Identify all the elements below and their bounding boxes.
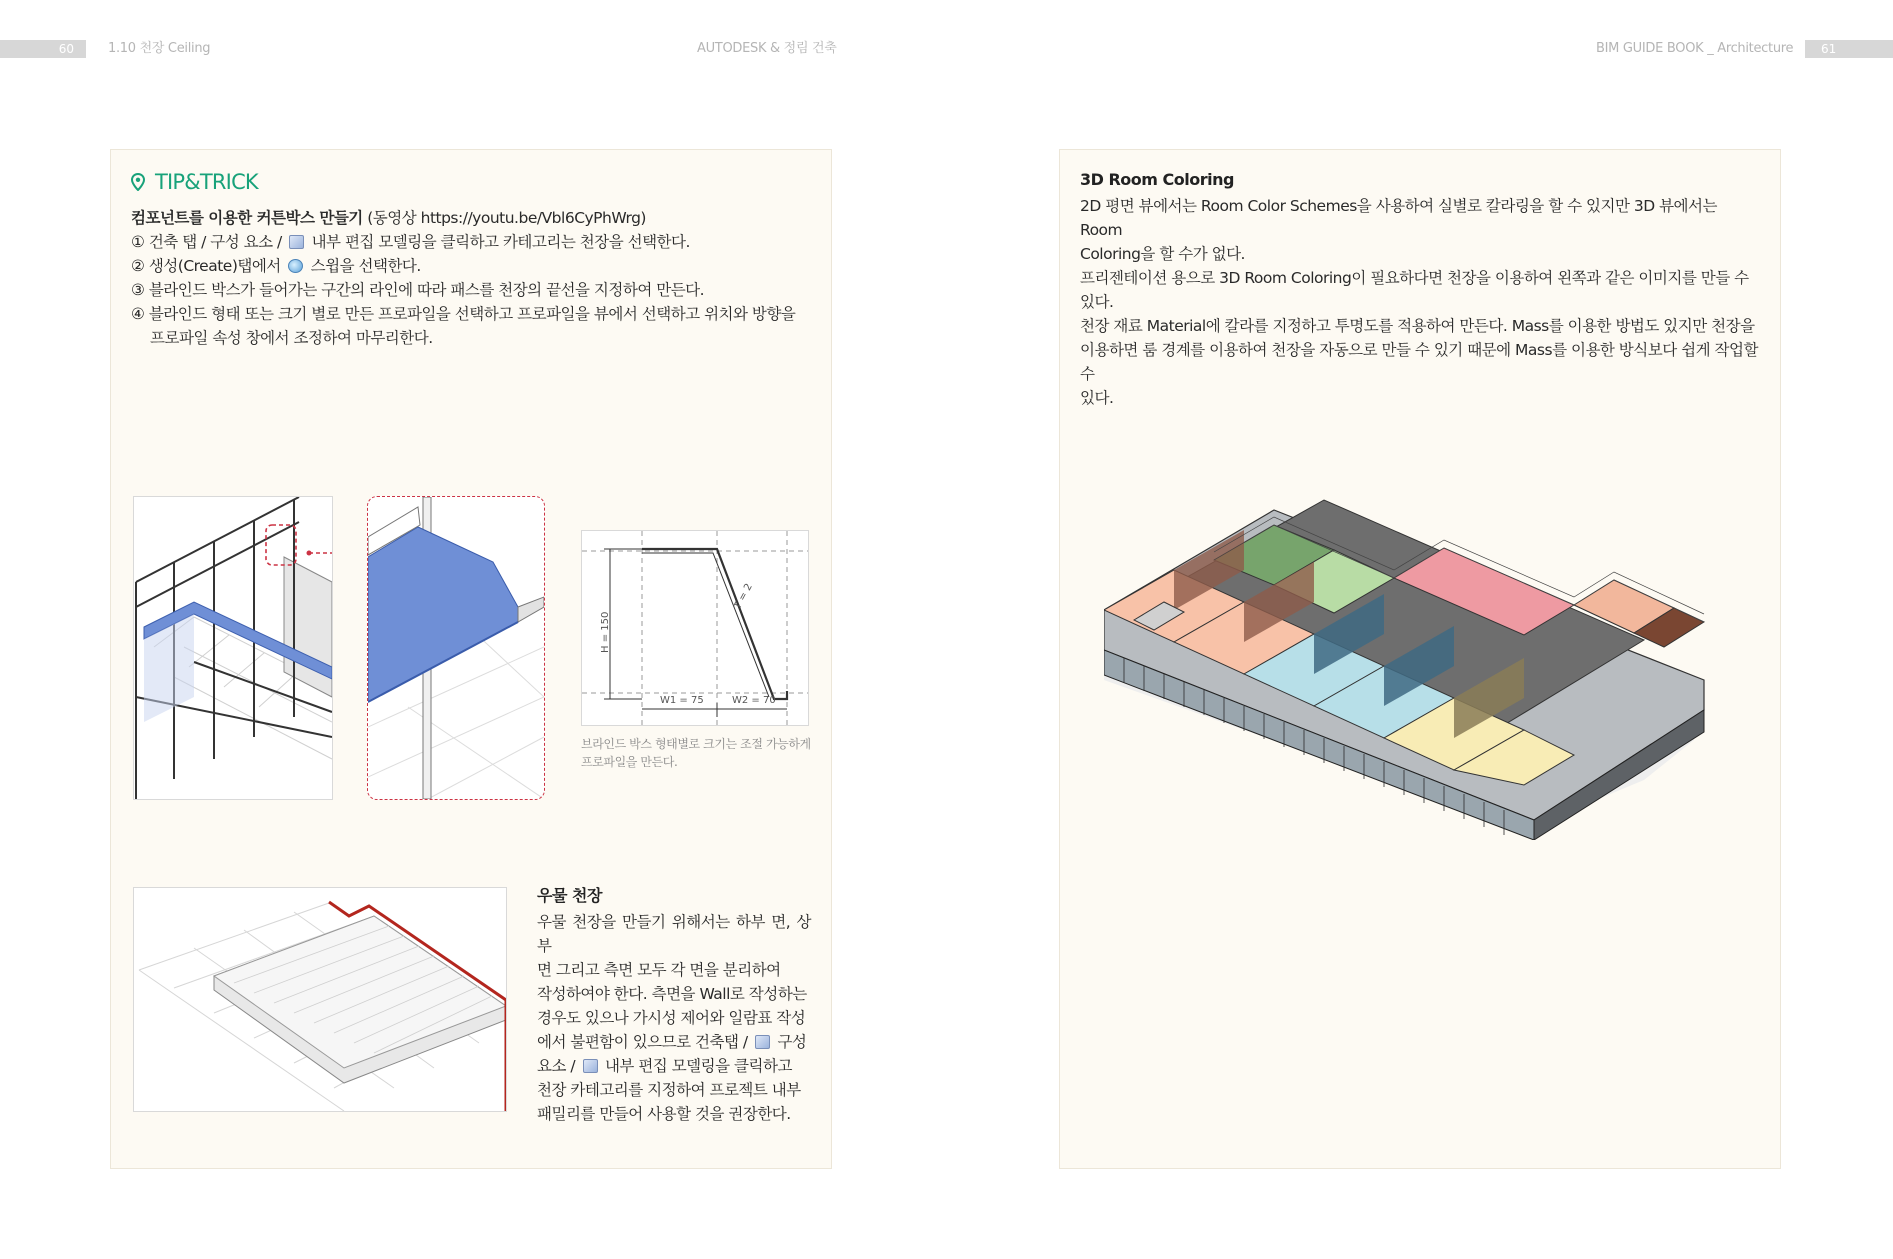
profile-thickness-label: T = 2 xyxy=(732,581,755,612)
coffered-line-6 xyxy=(537,1054,811,1078)
in-place-model-icon xyxy=(289,235,304,249)
right-running-title: BIM GUIDE BOOK _ Architecture xyxy=(1596,41,1794,56)
coffered-line-6a: 요소 / xyxy=(537,1057,580,1075)
step-4-continued: 프로파일 속성 창에서 조정하여 마무리한다. xyxy=(150,329,433,347)
step-4: ④ 블라인드 형태 또는 크기 별로 만든 프로파일을 선택하고 프로파일을 뷰에서 선택하고 위치와 방향을 xyxy=(131,305,796,323)
room-coloring-line-2: Coloring을 할 수가 없다. xyxy=(1080,245,1245,263)
room-coloring-line-4: 천장 재료 Material에 칼라를 지정하고 투명도를 적용하여 만든다. Mass를 이용한 방법도 있지만 천장을 xyxy=(1080,317,1755,335)
3d-room-coloring-illustration xyxy=(1104,480,1744,840)
blind-profile-drawing xyxy=(581,530,809,726)
coffered-line-6b: 내부 편집 모델링을 클릭하고 xyxy=(600,1057,792,1075)
step-1 xyxy=(131,230,821,254)
tip-trick-heading xyxy=(131,170,258,194)
room-coloring-line-6: 있다. xyxy=(1080,389,1114,407)
center-running-title: AUTODESK & 정림 건축 xyxy=(697,41,837,56)
coffered-line-7: 천장 카테고리를 지정하여 프로젝트 내부 xyxy=(537,1081,801,1099)
blind-box-detail-figure xyxy=(367,496,545,800)
step-1-text-b: 내부 편집 모델링을 클릭하고 카테고리는 천장을 선택한다. xyxy=(307,233,690,251)
component-title-bold: 컴포넌트를 이용한 커튼박스 만들기 xyxy=(131,209,363,227)
left-tip-panel xyxy=(110,149,832,1169)
component-title-link: (동영상 https://youtu.be/Vbl6CyPhWrg) xyxy=(362,209,646,227)
coffered-line-8: 패밀리를 만들어 사용할 것을 권장한다. xyxy=(537,1105,791,1123)
component-title xyxy=(131,206,821,230)
coffered-line-1: 우물 천장을 만들기 위해서는 하부 면, 상부 xyxy=(537,913,811,955)
step-1-text-a: ① 건축 탭 / 구성 요소 / xyxy=(131,233,287,251)
coffered-line-4: 경우도 있으나 가시성 제어와 일람표 작성 xyxy=(537,1009,806,1027)
room-coloring-title: 3D Room Coloring xyxy=(1080,170,1234,189)
tip-trick-label: TIP&TRICK xyxy=(155,170,258,194)
room-coloring-line-5: 이용하면 룸 경계를 이용하여 천장을 자동으로 만들 수 있기 때문에 Mass를 이용한 방식보다 쉽게 작업할 수 xyxy=(1080,341,1758,383)
right-room-coloring-panel xyxy=(1059,149,1781,1169)
right-page-number: 61 xyxy=(1805,40,1893,58)
room-coloring-line-3: 프리젠테이션 용으로 3D Room Coloring이 필요하다면 천장을 이용하여 왼쪽과 같은 이미지를 만들 수 있다. xyxy=(1080,269,1749,311)
in-place-model-icon xyxy=(755,1035,770,1049)
profile-height-label: H = 150 xyxy=(600,611,611,653)
curtain-wall-isometric-figure xyxy=(133,496,333,800)
step-2-text-b: 스윕을 선택한다. xyxy=(306,257,421,275)
profile-w2-label: W2 = 70 xyxy=(732,695,776,706)
profile-caption-line-2: 프로파일을 만든다. xyxy=(581,755,678,769)
sweep-icon xyxy=(288,259,303,273)
room-coloring-text xyxy=(1080,194,1760,410)
step-2 xyxy=(131,254,821,278)
coffered-line-2: 면 그리고 측면 모두 각 면을 분리하여 xyxy=(537,961,781,979)
coffered-line-5b: 구성 xyxy=(773,1033,807,1051)
location-pin-icon xyxy=(131,173,145,191)
step-3: ③ 블라인드 박스가 들어가는 구간의 라인에 따라 패스를 천장의 끝선을 지정하여 만든다. xyxy=(131,281,705,299)
coffered-line-5 xyxy=(537,1030,811,1054)
coffered-ceiling-text xyxy=(537,910,811,1126)
coffered-line-5a: 에서 불편함이 있으므로 건축탭 / xyxy=(537,1033,753,1051)
profile-w1-label: W1 = 75 xyxy=(660,695,704,706)
left-section-title: 1.10 천장 Ceiling xyxy=(108,41,211,56)
in-place-model-icon xyxy=(583,1059,598,1073)
coffered-line-3: 작성하여야 한다. 측면을 Wall로 작성하는 xyxy=(537,985,807,1003)
coffered-ceiling-figure xyxy=(133,887,507,1112)
left-page-number: 60 xyxy=(0,40,86,58)
coffered-ceiling-title: 우물 천장 xyxy=(537,886,602,905)
profile-caption-line-1: 브라인드 박스 형태별로 크기는 조절 가능하게 xyxy=(581,737,811,751)
room-coloring-line-1: 2D 평면 뷰에서는 Room Color Schemes을 사용하여 실별로 칼라링을 할 수 있지만 3D 뷰에서는 Room xyxy=(1080,197,1717,239)
step-2-text-a: ② 생성(Create)탭에서 xyxy=(131,257,286,275)
curtain-box-steps xyxy=(131,206,821,350)
